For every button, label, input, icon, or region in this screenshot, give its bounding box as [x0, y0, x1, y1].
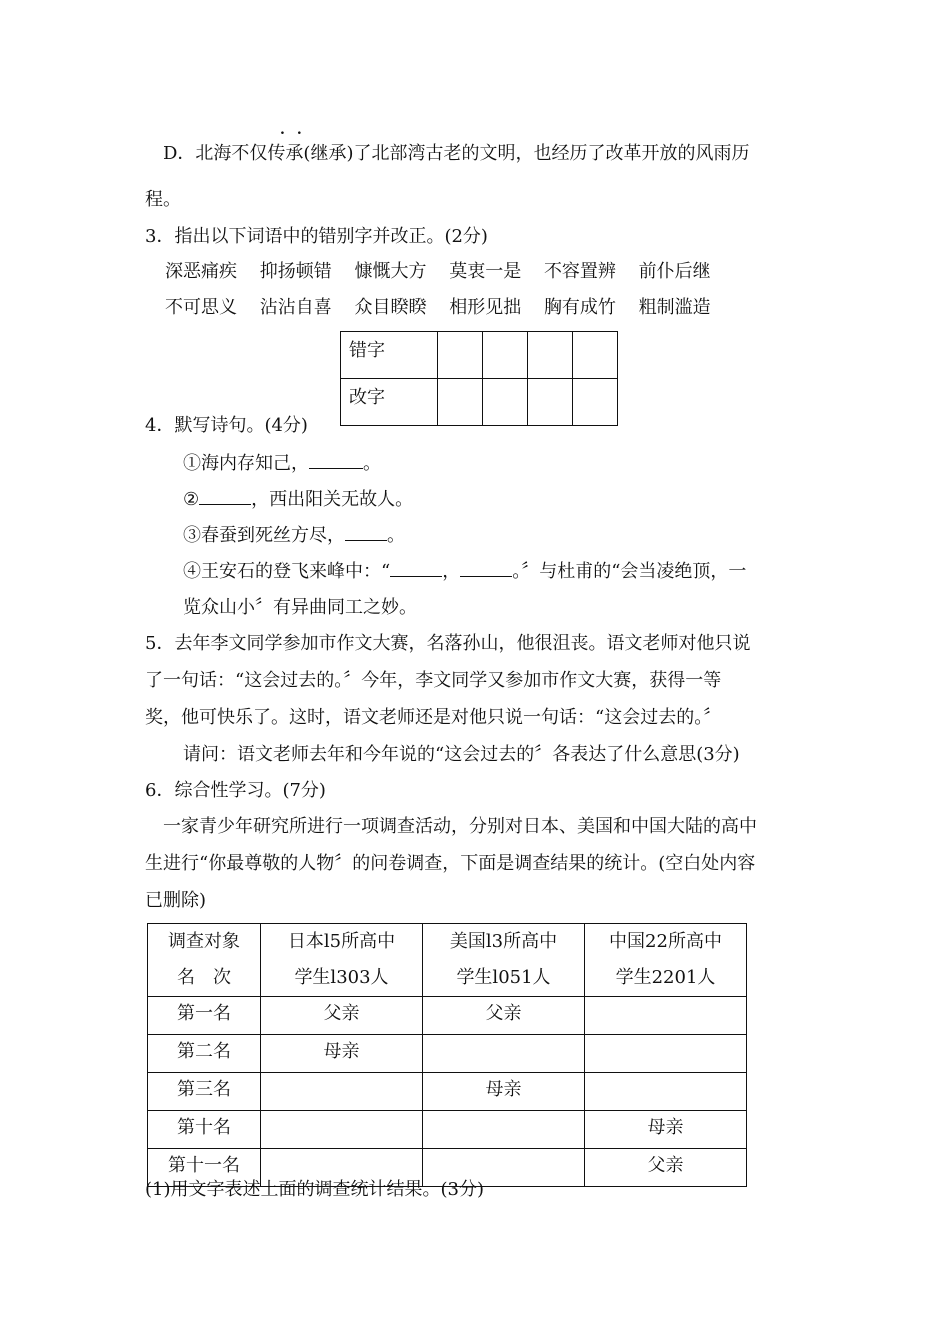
q4-item-2-text: ，西出阳关无故人。	[251, 489, 414, 510]
q3-word: 粗制滥造	[638, 297, 711, 318]
q3-word: 相形见拙	[449, 297, 522, 318]
q3-word: 沾沾自喜	[259, 297, 332, 318]
usa-cell	[423, 1111, 585, 1149]
q3-correct-row	[341, 379, 618, 426]
answer-cell[interactable]	[483, 332, 528, 379]
rank-cell: 第三名	[148, 1073, 261, 1111]
china-cell	[585, 1073, 747, 1111]
table-row	[148, 997, 747, 1035]
answer-cell[interactable]	[573, 332, 618, 379]
q4-item-3-end: 。	[387, 525, 405, 546]
q3-word-row-2	[165, 295, 728, 321]
rank-cell: 第十名	[148, 1111, 261, 1149]
usa-cell	[423, 1035, 585, 1073]
q3-word: 慷慨大方	[354, 261, 427, 282]
header-text: 中国22所高中	[609, 931, 722, 952]
fill-blank[interactable]	[309, 450, 363, 469]
q3-word: 不可思义	[165, 297, 237, 318]
q4-item-1-text: ①海内存知己，	[183, 453, 309, 474]
q3-word-row-1	[165, 259, 728, 285]
option-d-line2: 程。	[145, 189, 181, 210]
china-cell	[585, 997, 747, 1035]
q3-word: 不容置辨	[543, 261, 616, 282]
japan-cell	[261, 1073, 423, 1111]
china-cell: 母亲	[585, 1111, 747, 1149]
q6-sub1: (1)用文字表述上面的调查统计结果。(3分)	[145, 1179, 484, 1200]
q4-item-2	[183, 486, 413, 513]
answer-cell[interactable]	[483, 379, 528, 426]
q3-word: 深恶痛疾	[165, 261, 237, 282]
header-text: 日本l5所高中	[287, 931, 396, 952]
header-text: 名 次	[177, 967, 231, 988]
q3-word: 莫衷一是	[449, 261, 522, 282]
table-row	[148, 1035, 747, 1073]
q6-line2: 生进行“你最尊敬的人物〞的问卷调查，下面是调查结果的统计。(空白处内容	[145, 853, 756, 874]
q5-line3: 奖，他可快乐了。这时，语文老师还是对他只说一句话：“这会过去的。〞	[145, 707, 722, 728]
q3-word: 胸有成竹	[543, 297, 616, 318]
emphasis-dots: ..	[280, 122, 314, 138]
survey-table	[147, 923, 747, 1187]
japan-cell: 母亲	[261, 1035, 423, 1073]
usa-cell: 母亲	[423, 1073, 585, 1111]
q3-wrong-label: 错字	[341, 332, 438, 379]
q4-item-4-line2: 览众山小〞有异曲同工之妙。	[183, 597, 417, 618]
q5-line2: 了一句话：“这会过去的。〞今年，李文同学又参加市作文大赛，获得一等	[145, 670, 722, 691]
answer-cell[interactable]	[528, 379, 573, 426]
q5-line1: 5．去年李文同学参加市作文大赛，名落孙山，他很沮丧。语文老师对他只说	[145, 633, 751, 654]
answer-cell[interactable]	[573, 379, 618, 426]
survey-header-row	[148, 924, 747, 997]
q4-item-1-end: 。	[363, 453, 381, 474]
header-text: 学生l051人	[456, 967, 551, 988]
fill-blank[interactable]	[199, 486, 251, 505]
q4-item-2-num: ②	[183, 489, 200, 510]
q3-answer-table	[340, 331, 618, 426]
header-japan	[261, 924, 423, 997]
header-text: 学生2201人	[615, 967, 716, 988]
answer-cell[interactable]	[528, 332, 573, 379]
table-row	[148, 1073, 747, 1111]
q5-line4: 请问：语文老师去年和今年说的“这会过去的〞各表达了什么意思(3分)	[183, 744, 740, 765]
header-subject-rank	[148, 924, 261, 997]
japan-cell: 父亲	[261, 997, 423, 1035]
q6-line3: 已删除)	[145, 890, 207, 911]
answer-cell[interactable]	[438, 332, 483, 379]
q4-item-1	[183, 450, 381, 477]
q3-word: 抑扬顿错	[259, 261, 332, 282]
q4-item-4-text: ④王安石的登飞来峰中：“	[183, 561, 391, 582]
q6-line1: 一家青少年研究所进行一项调查活动，分别对日本、美国和中国大陆的高中	[163, 816, 757, 837]
q6-title: 6．综合性学习。(7分)	[145, 780, 326, 801]
q4-item-4-comma: ，	[442, 561, 461, 582]
q3-word: 众目睽睽	[354, 297, 427, 318]
fill-blank[interactable]	[390, 558, 442, 577]
q4-item-4-rest: 。〞与杜甫的“会当凌绝顶，一	[512, 561, 747, 582]
answer-cell[interactable]	[438, 379, 483, 426]
usa-cell: 父亲	[423, 997, 585, 1035]
table-row	[148, 1111, 747, 1149]
japan-cell	[261, 1111, 423, 1149]
header-text: 美国l3所高中	[449, 931, 558, 952]
header-usa	[423, 924, 585, 997]
q3-word: 前仆后继	[638, 261, 711, 282]
header-text: 调查对象	[168, 931, 240, 952]
header-china	[585, 924, 747, 997]
q4-item-3	[183, 522, 405, 549]
q3-wrong-row	[341, 332, 618, 379]
china-cell: 父亲	[585, 1149, 747, 1187]
rank-cell: 第一名	[148, 997, 261, 1035]
q3-title: 3．指出以下词语中的错别字并改正。(2分)	[145, 226, 488, 247]
fill-blank[interactable]	[460, 558, 512, 577]
q4-item-4	[183, 558, 746, 585]
q4-item-3-text: ③春蚕到死丝方尽，	[183, 525, 345, 546]
q4-title: 4．默写诗句。(4分)	[145, 415, 308, 436]
header-text: 学生l303人	[294, 967, 389, 988]
rank-cell: 第十一名	[148, 1149, 261, 1187]
option-d-line1: D．北海不仅传承(继承)了北部湾古老的文明，也经历了改革开放的风雨历	[163, 143, 750, 164]
q3-correct-label: 改字	[341, 379, 438, 426]
china-cell	[585, 1035, 747, 1073]
rank-cell: 第二名	[148, 1035, 261, 1073]
fill-blank[interactable]	[345, 522, 387, 541]
